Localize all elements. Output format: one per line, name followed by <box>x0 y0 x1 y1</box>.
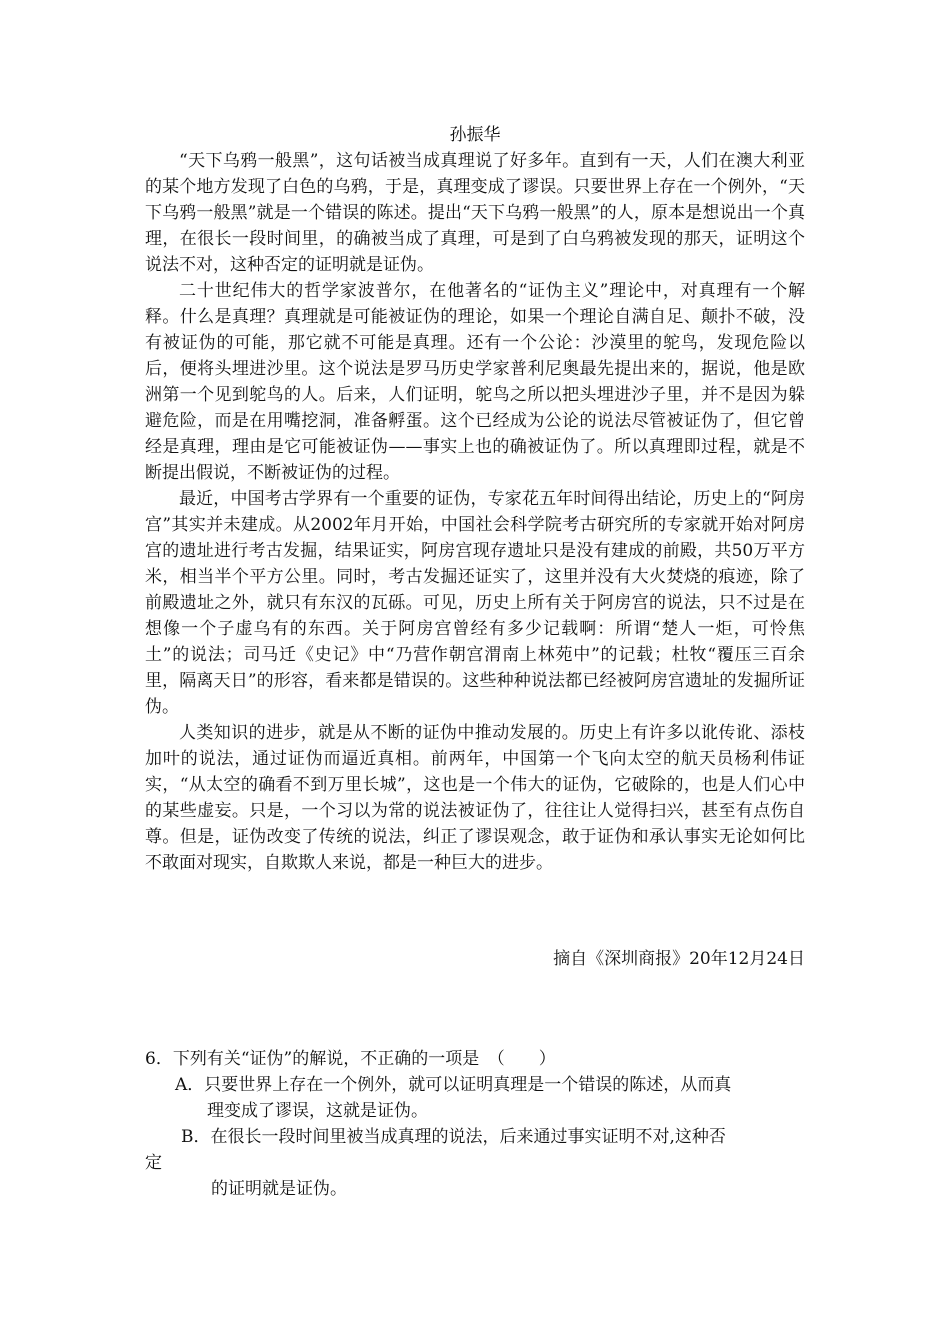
question-stem: 6．下列有关“证伪”的解说，不正确的一项是 （ ） <box>145 1049 556 1069</box>
article-body <box>145 148 805 876</box>
option-b-line1: B．在很长一段时间里被当成真理的说法，后来通过事实证明不对,这种否 <box>181 1127 726 1147</box>
author-name: 孙振华 <box>449 125 501 145</box>
option-a-line1: A．只要世界上存在一个例外，就可以证明真理是一个错误的陈述，从而真 <box>175 1075 732 1095</box>
option-b-line2: 定 <box>145 1153 162 1173</box>
option-b-line3: 的证明就是证伪。 <box>211 1179 347 1199</box>
source-citation: 摘自《深圳商报》20年12月24日 <box>553 949 805 969</box>
paragraph-1: “天下乌鸦一般黑”，这句话被当成真理说了好多年。直到有一天，人们在澳大利亚的某个地方发现了白色的乌鸦，于是，真理变成了谬误。只要世界上存在一个例外，“天下乌鸦一般黑”就是一个错误的陈述。提出“天下乌鸦一般黑”的人，原本是想说出一个真理，在很长一段时间里，的确被当成了真理，可是到了白乌鸦被发现的那天，证明这个说法不对，这种否定的证明就是证伪。 <box>145 151 805 275</box>
question-6 <box>145 1046 805 1202</box>
paragraph-2: 二十世纪伟大的哲学家波普尔，在他著名的“证伪主义”理论中，对真理有一个解释。什么是真理？真理就是可能被证伪的理论，如果一个理论自满自足、颠扑不破，没有被证伪的可能，那它就不可能是真理。还有一个公论：沙漠里的鸵鸟，发现危险以后，便将头埋进沙里。这个说法是罗马历史学家普利尼奥最先提出来的，据说，他是欧洲第一个见到鸵鸟的人。后来，人们证明，鸵鸟之所以把头埋进沙子里，并不是因为躲避危险，而是在用嘴挖洞，准备孵蛋。这个已经成为公论的说法尽管被证伪了，但它曾经是真理，理由是它可能被证伪——事实上也的确被证伪了。所以真理即过程，就是不断提出假说，不断被证伪的过程。 <box>145 281 805 483</box>
paragraph-3: 最近，中国考古学界有一个重要的证伪，专家花五年时间得出结论，历史上的“阿房宫”其实并未建成。从2002年月开始，中国社会科学院考古研究所的专家就开始对阿房宫的遗址进行考古发掘，结果证实，阿房宫现存遗址只是没有建成的前殿，共50万平方米，相当半个平方公里。同时，考古发掘还证实了，这里并没有大火焚烧的痕迹，除了前殿遗址之外，就只有东汉的瓦砾。可见，历史上所有关于阿房宫的说法，只不过是在想像一个子虚乌有的东西。关于阿房宫曾经有多少记载啊：所谓“楚人一炬，可怜焦土”的说法；司马迁《史记》中“乃营作朝宫渭南上林苑中”的记载；杜牧“覆压三百余里，隔离天日”的形容，看来都是错误的。这些种种说法都已经被阿房宫遗址的发掘所证伪。 <box>145 489 805 717</box>
paragraph-4: 人类知识的进步，就是从不断的证伪中推动发展的。历史上有许多以讹传讹、添枝加叶的说法，通过证伪而逼近真相。前两年，中国第一个飞向太空的航天员杨利伟证实，“从太空的确看不到万里长城”，这也是一个伟大的证伪，它破除的，也是人们心中的某些虚妄。只是，一个习以为常的说法被证伪了，往往让人觉得扫兴，甚至有点伤自尊。但是，证伪改变了传统的说法，纠正了谬误观念，敢于证伪和承认事实无论如何比不敢面对现实，自欺欺人来说，都是一种巨大的进步。 <box>145 723 805 873</box>
option-a-line2: 理变成了谬误，这就是证伪。 <box>207 1101 428 1121</box>
